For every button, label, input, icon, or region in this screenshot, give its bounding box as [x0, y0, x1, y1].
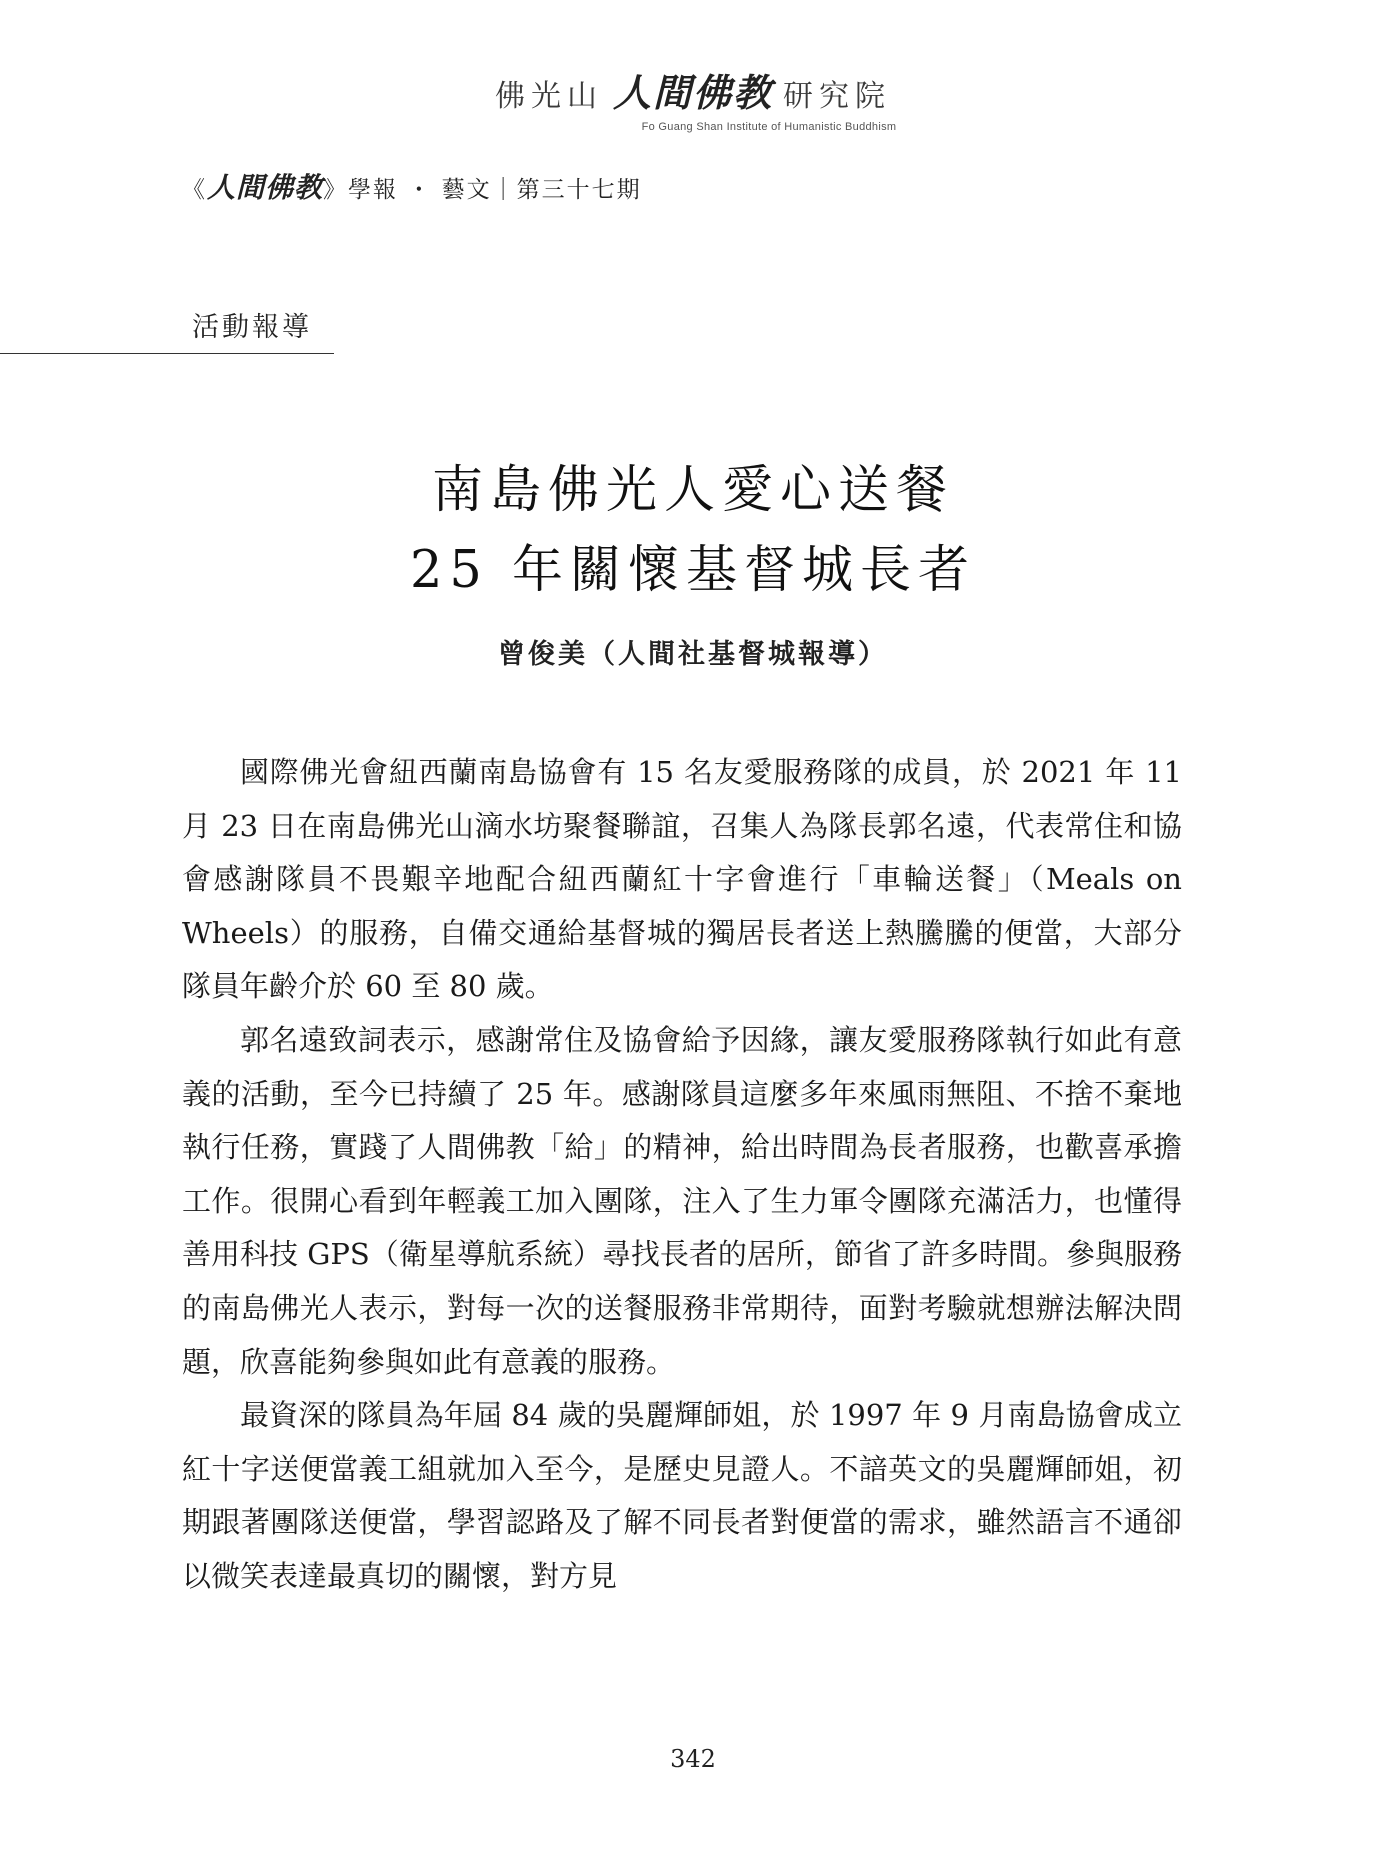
- institute-header: [0, 62, 1386, 133]
- section-divider: [0, 353, 334, 354]
- article-title-line2: 25 年關懷基督城長者: [409, 541, 977, 600]
- article-byline: 曾俊美（人間社基督城報導）: [498, 639, 888, 670]
- body-paragraph: 郭名遠致詞表示，感謝常住及協會給予因緣，讓友愛服務隊執行如此有意義的活動，至今已持續了 25 年。感謝隊員這麼多年來風雨無阻、不捨不棄地執行任務，實踐了人間佛教「給」的精神，給出時間為長者服務，也歡喜承擔工作。很開心看到年輕義工加入團隊，注入了生力軍令團隊充滿活力，也懂得善用科技 GPS（衛星導航系統）尋找長者的居所，節省了許多時間。參與服務的南島佛光人表示，對每一次的送餐服務非常期待，面對考驗就想辦法解決問題，欣喜能夠參與如此有意義的服務。: [182, 1022, 1182, 1379]
- journal-close-bracket: 》: [323, 177, 349, 203]
- institute-name: [495, 62, 891, 117]
- page-number: 342: [670, 1745, 716, 1773]
- institute-suffix: 研究院: [783, 79, 891, 114]
- body-paragraph: 國際佛光會紐西蘭南島協會有 15 名友愛服務隊的成員，於 2021 年 11 月 23 日在南島佛光山滴水坊聚餐聯誼，召集人為隊長郭名遠，代表常住和協會感謝隊員不畏艱辛地配合紐西蘭紅十字會進行「車輪送餐」（Meals on Wheels）的服務，自備交通給基督城的獨居長者送上熱騰騰的便當，大部分隊員年齡介於 60 至 80 歲。: [182, 755, 1182, 1004]
- journal-issue-info: 學報 ・ 藝文｜第三十七期: [348, 177, 642, 203]
- institute-prefix: 佛光山: [494, 79, 603, 114]
- journal-open-bracket: 《: [182, 177, 207, 203]
- journal-running-header: [182, 166, 642, 206]
- journal-brand-logo: 人間佛教: [207, 171, 324, 204]
- body-paragraph: 最資深的隊員為年屆 84 歲的吳麗輝師姐，於 1997 年 9 月南島協會成立紅十字送便當義工組就加入至今，是歷史見證人。不諳英文的吳麗輝師姐，初期跟著團隊送便當，學習認路及了解不同長者對便當的需求，雖然語言不通卻以微笑表達最真切的關懷，對方見: [182, 1398, 1182, 1593]
- section-label: 活動報導: [192, 312, 312, 343]
- article-body: [182, 746, 1182, 1604]
- institute-english-name: Fo Guang Shan Institute of Humanistic Buddhism: [641, 121, 897, 133]
- article-title-line1: 南島佛光人愛心送餐: [431, 461, 954, 520]
- institute-brand-logo: 人間佛教: [612, 70, 773, 115]
